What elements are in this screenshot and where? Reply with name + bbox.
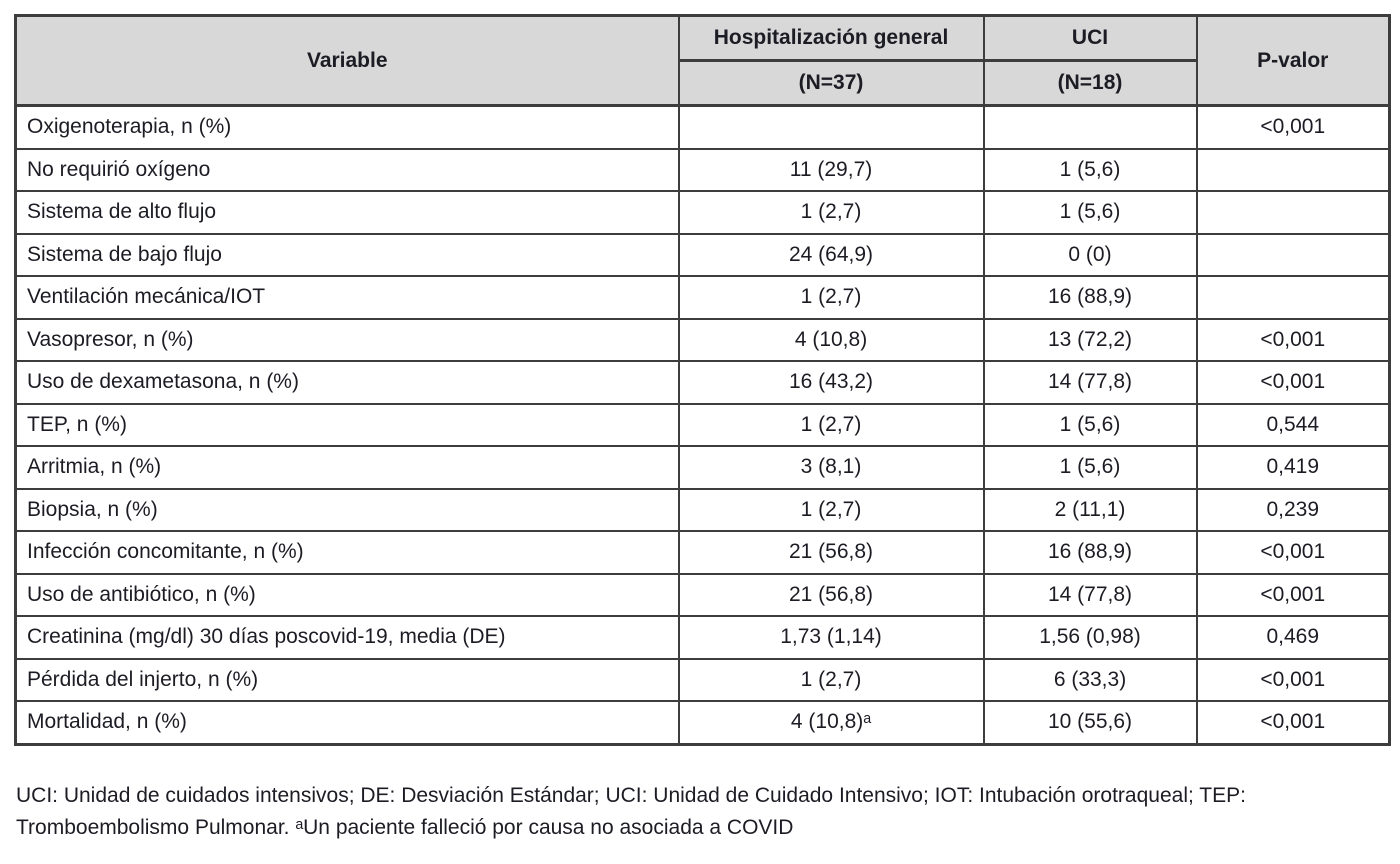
cell-uci: 1 (5,6) <box>984 446 1197 489</box>
cell-uci: 2 (11,1) <box>984 489 1197 532</box>
table-footnote: UCI: Unidad de cuidados intensivos; DE: Desviación Estándar; UCI: Unidad de Cuidado Intensivo; IOT: Intubación orotraqueal; TEP: Tromboembolismo Pulmonar. ᵃUn paciente falleció por causa no asociada a COVID <box>16 783 1246 840</box>
header-n-general: (N=37) <box>679 61 984 106</box>
cell-p-valor <box>1197 191 1390 234</box>
cell-hospitalizacion-general: 1 (2,7) <box>679 191 984 234</box>
cell-uci: 0 (0) <box>984 234 1197 277</box>
cell-hospitalizacion-general: 24 (64,9) <box>679 234 984 277</box>
table-row <box>16 319 1390 362</box>
table-row <box>16 531 1390 574</box>
cell-uci: 16 (88,9) <box>984 531 1197 574</box>
cell-uci <box>984 106 1197 149</box>
cell-variable: Vasopresor, n (%) <box>16 319 679 362</box>
cell-hospitalizacion-general: 4 (10,8)ᵃ <box>679 701 984 744</box>
cell-uci: 13 (72,2) <box>984 319 1197 362</box>
cell-variable: Sistema de bajo flujo <box>16 234 679 277</box>
cell-hospitalizacion-general: 21 (56,8) <box>679 531 984 574</box>
header-uci: UCI <box>984 16 1197 61</box>
cell-uci: 1 (5,6) <box>984 191 1197 234</box>
cell-hospitalizacion-general: 1 (2,7) <box>679 489 984 532</box>
table-row <box>16 616 1390 659</box>
cell-uci: 1 (5,6) <box>984 149 1197 192</box>
cell-variable: Creatinina (mg/dl) 30 días poscovid-19, media (DE) <box>16 616 679 659</box>
cell-hospitalizacion-general: 1 (2,7) <box>679 276 984 319</box>
cell-variable: Biopsia, n (%) <box>16 489 679 532</box>
cell-variable: Mortalidad, n (%) <box>16 701 679 744</box>
header-row-groups <box>16 16 1390 61</box>
cell-hospitalizacion-general: 1 (2,7) <box>679 659 984 702</box>
table-row <box>16 234 1390 277</box>
cell-hospitalizacion-general: 11 (29,7) <box>679 149 984 192</box>
header-p-valor: P-valor <box>1197 16 1390 106</box>
cell-variable: No requirió oxígeno <box>16 149 679 192</box>
cell-p-valor: <0,001 <box>1197 701 1390 744</box>
table-row <box>16 574 1390 617</box>
cell-p-valor: 0,469 <box>1197 616 1390 659</box>
table-row <box>16 191 1390 234</box>
cell-uci: 14 (77,8) <box>984 574 1197 617</box>
cell-p-valor: <0,001 <box>1197 574 1390 617</box>
cell-uci: 6 (33,3) <box>984 659 1197 702</box>
cell-variable: Arritmia, n (%) <box>16 446 679 489</box>
cell-variable: Uso de dexametasona, n (%) <box>16 361 679 404</box>
cell-p-valor: <0,001 <box>1197 531 1390 574</box>
table-row <box>16 446 1390 489</box>
table-row <box>16 404 1390 447</box>
cell-p-valor <box>1197 234 1390 277</box>
cell-variable: TEP, n (%) <box>16 404 679 447</box>
header-variable: Variable <box>16 16 679 106</box>
cell-hospitalizacion-general: 3 (8,1) <box>679 446 984 489</box>
cell-uci: 10 (55,6) <box>984 701 1197 744</box>
cell-p-valor: 0,419 <box>1197 446 1390 489</box>
cell-p-valor: 0,239 <box>1197 489 1390 532</box>
cell-hospitalizacion-general: 1 (2,7) <box>679 404 984 447</box>
cell-variable: Ventilación mecánica/IOT <box>16 276 679 319</box>
cell-uci: 1 (5,6) <box>984 404 1197 447</box>
header-n-uci: (N=18) <box>984 61 1197 106</box>
cell-hospitalizacion-general: 1,73 (1,14) <box>679 616 984 659</box>
cell-hospitalizacion-general <box>679 106 984 149</box>
cell-p-valor: <0,001 <box>1197 361 1390 404</box>
results-table <box>14 14 1391 746</box>
cell-uci: 16 (88,9) <box>984 276 1197 319</box>
cell-hospitalizacion-general: 16 (43,2) <box>679 361 984 404</box>
table-row <box>16 701 1390 744</box>
cell-p-valor: 0,544 <box>1197 404 1390 447</box>
cell-uci: 1,56 (0,98) <box>984 616 1197 659</box>
cell-hospitalizacion-general: 21 (56,8) <box>679 574 984 617</box>
cell-variable: Sistema de alto flujo <box>16 191 679 234</box>
table-row <box>16 106 1390 149</box>
cell-p-valor: <0,001 <box>1197 659 1390 702</box>
cell-p-valor <box>1197 276 1390 319</box>
table-body <box>16 106 1390 745</box>
cell-p-valor: <0,001 <box>1197 106 1390 149</box>
cell-p-valor <box>1197 149 1390 192</box>
table-row <box>16 276 1390 319</box>
table-row <box>16 361 1390 404</box>
table-row <box>16 659 1390 702</box>
cell-p-valor: <0,001 <box>1197 319 1390 362</box>
cell-uci: 14 (77,8) <box>984 361 1197 404</box>
table-row <box>16 149 1390 192</box>
table-header <box>16 16 1390 106</box>
cell-variable: Infección concomitante, n (%) <box>16 531 679 574</box>
cell-variable: Pérdida del injerto, n (%) <box>16 659 679 702</box>
cell-variable: Uso de antibiótico, n (%) <box>16 574 679 617</box>
table-row <box>16 489 1390 532</box>
cell-variable: Oxigenoterapia, n (%) <box>16 106 679 149</box>
header-hospitalizacion-general: Hospitalización general <box>679 16 984 61</box>
cell-hospitalizacion-general: 4 (10,8) <box>679 319 984 362</box>
